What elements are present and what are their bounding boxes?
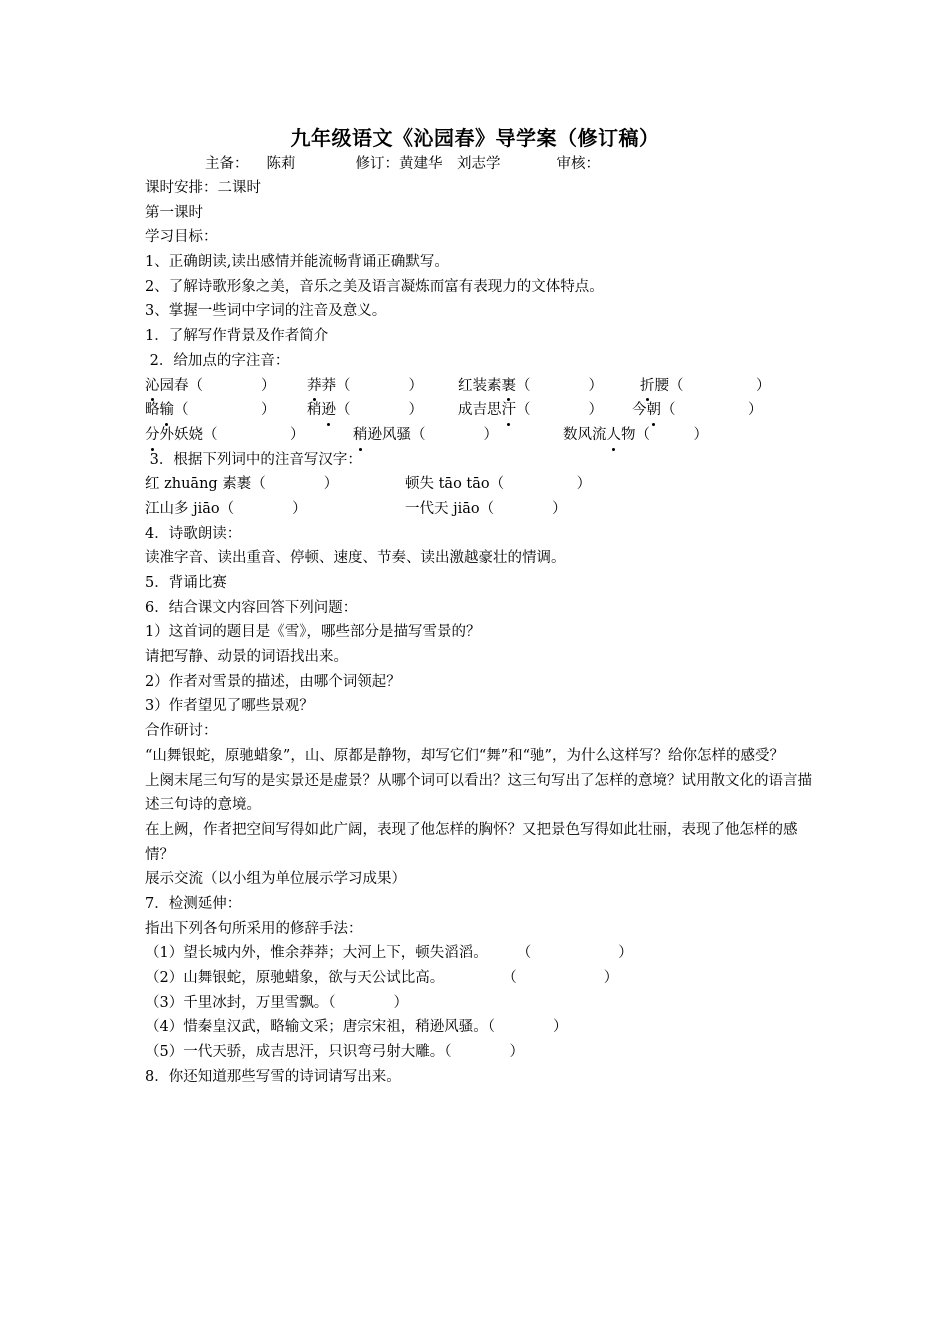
pinyin-row [145, 497, 815, 522]
question-item: 请把写静、动景的词语找出来。 [145, 649, 348, 666]
task-item: 8．你还知道那些写雪的诗词请写出来。 [145, 1068, 401, 1085]
pinyin-item: 顿失 tāo tāo（ ） [405, 476, 592, 493]
dotted-character: 莽 [307, 374, 322, 399]
phonetics-blank: 逊风骚（ ） [367, 426, 498, 443]
goal-item: 1、正确朗读,读出感情并能流畅背诵正确默写。 [145, 254, 449, 271]
dotted-character: 人 [607, 423, 622, 448]
phonetics-item [145, 423, 305, 448]
goals-heading: 学习目标： [145, 229, 218, 246]
phonetics-text: 略 [145, 402, 160, 419]
phonetics-text: 成吉思 [458, 402, 502, 419]
reviser-names: 黄建华 刘志学 [399, 156, 501, 172]
rhetoric-item: （2）山舞银蛇，原驰蜡象，欲与天公试比高。 （ ） [145, 970, 619, 987]
question-item: 1）这首词的题目是《雪》，哪些部分是描写雪景的？ [145, 624, 481, 641]
phonetics-item [563, 423, 708, 448]
phonetics-blank: （ ） [516, 402, 603, 419]
phonetics-text: 数风流 [563, 426, 607, 443]
phonetics-blank: （ ） [516, 377, 603, 394]
phonetics-blank: 莽（ ） [321, 377, 423, 394]
coop-question: 在上阙，作者把空间写得如此广阔，表现了他怎样的胸怀？又把景色写得如此壮丽，表现了他怎样的感情？ [145, 821, 798, 863]
task-item: 1．了解写作背景及作者简介 [145, 328, 329, 345]
coop-heading: 合作研讨： [145, 723, 218, 740]
phonetics-item [307, 398, 423, 423]
task-item: 5．背诵比赛 [145, 575, 227, 591]
authors-line [205, 152, 600, 173]
rhetoric-item: （4）惜秦皇汉武，略输文采；唐宗宋祖，稍逊风骚。（ ） [145, 1019, 568, 1036]
editor-label: 主备： [205, 156, 249, 172]
dotted-character: 输 [160, 398, 175, 423]
phonetics-blank: 腰（ ） [654, 377, 771, 394]
task-item: 4．诗歌朗读： [145, 525, 242, 542]
phonetics-item [632, 398, 763, 423]
phonetics-item [307, 374, 423, 399]
dotted-character: 折 [640, 374, 655, 399]
goal-item: 2、了解诗歌形象之美，音乐之美及语言凝炼而富有表现力的文体特点。 [145, 278, 604, 295]
dotted-character: 沁 [145, 374, 160, 399]
task-item: 7．检测延伸： [145, 896, 242, 913]
phonetics-text: 今 [632, 402, 647, 419]
goal-item: 3、掌握一些词中字词的注音及意义。 [145, 303, 387, 320]
phonetics-row [145, 398, 815, 423]
phonetics-blank: （ ） [336, 402, 423, 419]
phonetics-exercise [145, 374, 815, 448]
dotted-character: 稍 [353, 423, 368, 448]
editor-name: 陈莉 [266, 156, 296, 172]
dotted-character: 朝 [647, 398, 662, 423]
task-item: 3．根据下列词中的注音写汉字： [145, 451, 362, 468]
phonetics-item [458, 374, 603, 399]
coop-question: “山舞银蛇，原驰蜡象”，山、原都是静物，却写它们“舞”和“驰”，为什么这样写？给你怎样的感受？ [145, 747, 784, 764]
pinyin-exercise [145, 472, 815, 521]
pinyin-item: 红 zhuāng 素裹（ ） [145, 476, 339, 493]
document-body [145, 176, 815, 1090]
rhetoric-item: （5）一代天骄，成吉思汗，只识弯弓射大雕。（ ） [145, 1044, 524, 1061]
dotted-character: 逊 [322, 398, 337, 423]
schedule-line: 课时安排：二课时 [145, 180, 261, 196]
phonetics-blank: 外妖娆（ ） [159, 426, 305, 443]
phonetics-blank: （ ） [661, 402, 763, 419]
rhetoric-heading: 指出下列各句所采用的修辞手法： [145, 920, 363, 937]
phonetics-row [145, 423, 815, 448]
question-item: 3）作者望见了哪些景观？ [145, 698, 314, 715]
task-item: 2．给加点的字注音： [145, 352, 290, 369]
phonetics-item [145, 398, 276, 423]
share-line: 展示交流（以小组为单位展示学习成果） [145, 871, 406, 888]
phonetics-item [353, 423, 498, 448]
reviewer-label: 审核： [556, 156, 600, 172]
pinyin-item: 一代天 jiāo（ ） [405, 500, 567, 517]
dotted-character: 裹 [502, 374, 517, 399]
question-item: 2）作者对雪景的描述，由哪个词领起？ [145, 673, 401, 690]
phonetics-item [640, 374, 771, 399]
phonetics-blank: 园春（ ） [159, 377, 276, 394]
lesson-heading: 第一课时 [145, 204, 203, 221]
reviser-label: 修订： [355, 156, 399, 172]
task-item: 6．结合课文内容回答下列问题： [145, 599, 358, 616]
pinyin-row [145, 472, 815, 497]
task-description: 读准字音、读出重音、停顿、速度、节奏、读出激越豪壮的情调。 [145, 550, 566, 567]
phonetics-item [145, 374, 276, 399]
pinyin-item: 江山多 jiāo（ ） [145, 500, 307, 517]
phonetics-text: 稍 [307, 402, 322, 419]
phonetics-blank: 物（ ） [621, 426, 708, 443]
dotted-character: 汗 [502, 398, 517, 423]
dotted-character: 分 [145, 423, 160, 448]
phonetics-blank: （ ） [174, 402, 276, 419]
phonetics-item [458, 398, 603, 423]
phonetics-row [145, 374, 815, 399]
phonetics-text: 红装素 [458, 377, 502, 394]
rhetoric-item: （3）千里冰封，万里雪飘。（ ） [145, 994, 408, 1011]
document-title: 九年级语文《沁园春》导学案（修订稿） [290, 126, 660, 150]
rhetoric-item: （1）望长城内外，惟余莽莽；大河上下，顿失滔滔。 （ ） [145, 945, 633, 962]
coop-question: 上阕末尾三句写的是实景还是虚景？从哪个词可以看出？这三句写出了怎样的意境？试用散文化的语言描述三句诗的意境。 [145, 772, 812, 814]
